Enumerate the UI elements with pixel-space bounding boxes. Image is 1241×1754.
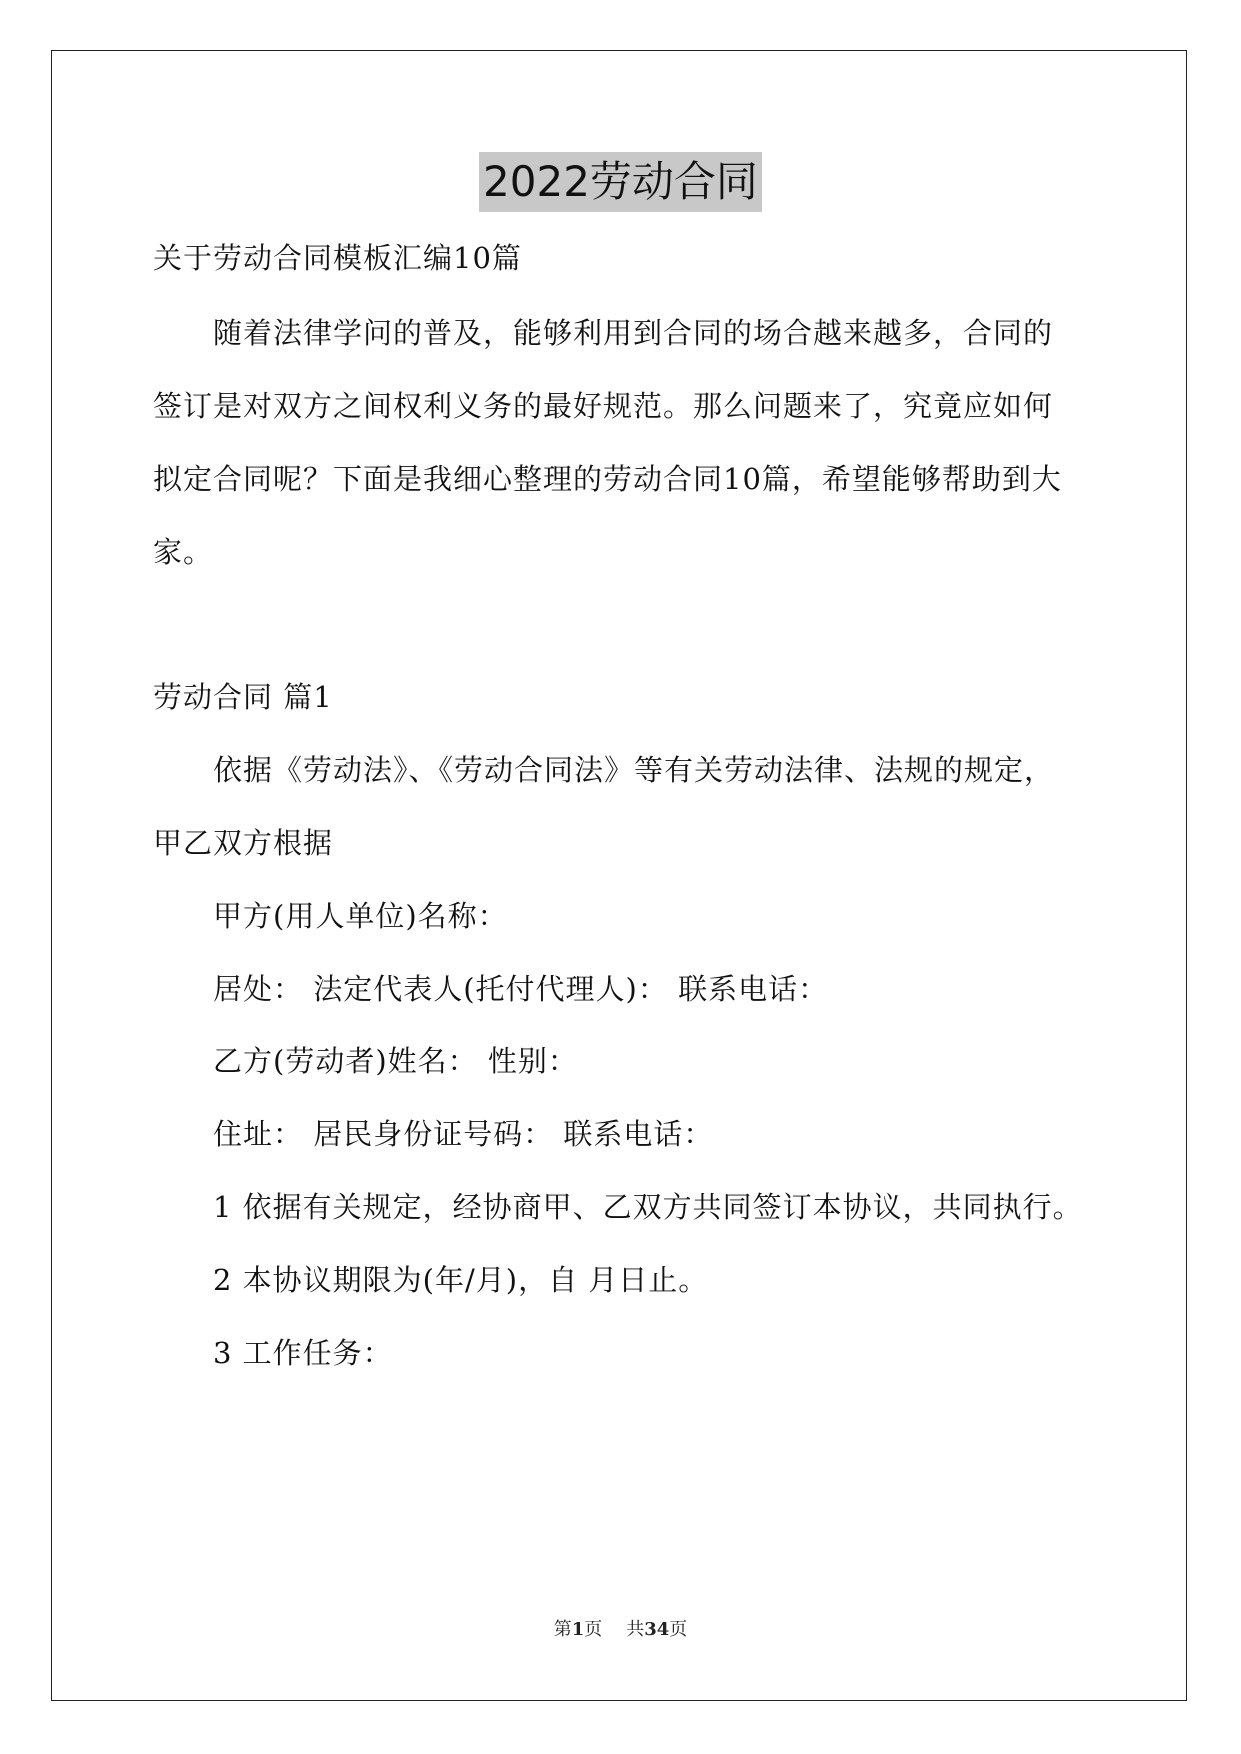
- basis-paragraph-line: 依据《劳动法》、《劳动合同法》等有关劳动法律、法规的规定，: [213, 753, 1055, 787]
- intro-paragraph-line: 家。: [153, 535, 214, 569]
- page-suffix: 页: [584, 1619, 603, 1640]
- page-prefix: 第: [553, 1619, 572, 1640]
- party-a-name: 甲方(用人单位)名称：: [213, 899, 508, 933]
- basis-paragraph-line: 甲乙双方根据: [153, 826, 334, 860]
- page-footer: [0, 1618, 1241, 1642]
- document-subtitle: 关于劳动合同模板汇编10篇: [153, 241, 522, 275]
- total-page-count: 34: [644, 1619, 670, 1640]
- party-b-contact: 住址： 居民身份证号码： 联系电话：: [213, 1117, 714, 1151]
- intro-paragraph-line: 拟定合同呢？下面是我细心整理的劳动合同10篇，希望能够帮助到大: [153, 462, 1062, 496]
- intro-paragraph-line: 签订是对双方之间权利义务的最好规范。那么问题来了，究竟应如何: [153, 389, 1054, 423]
- intro-paragraph-line: 随着法律学问的普及，能够利用到合同的场合越来越多，合同的: [213, 316, 1054, 350]
- page-border: [51, 50, 1187, 1701]
- clause-item: 2 本协议期限为(年/月)，自 月日止。: [213, 1263, 709, 1297]
- total-prefix: 共: [626, 1619, 645, 1640]
- party-a-contact: 居处： 法定代表人(托付代理人)： 联系电话：: [213, 972, 829, 1006]
- title-container: [0, 152, 1241, 214]
- section-heading: 劳动合同 篇1: [153, 680, 333, 714]
- total-suffix: 页: [669, 1619, 688, 1640]
- party-b-name: 乙方(劳动者)姓名： 性别：: [213, 1044, 578, 1078]
- current-page-number: 1: [571, 1619, 585, 1640]
- clause-item: 1 依据有关规定，经协商甲、乙双方共同签订本协议，共同执行。: [213, 1190, 1083, 1224]
- document-title: 2022劳动合同: [479, 152, 762, 212]
- clause-item: 3 工作任务：: [213, 1336, 393, 1370]
